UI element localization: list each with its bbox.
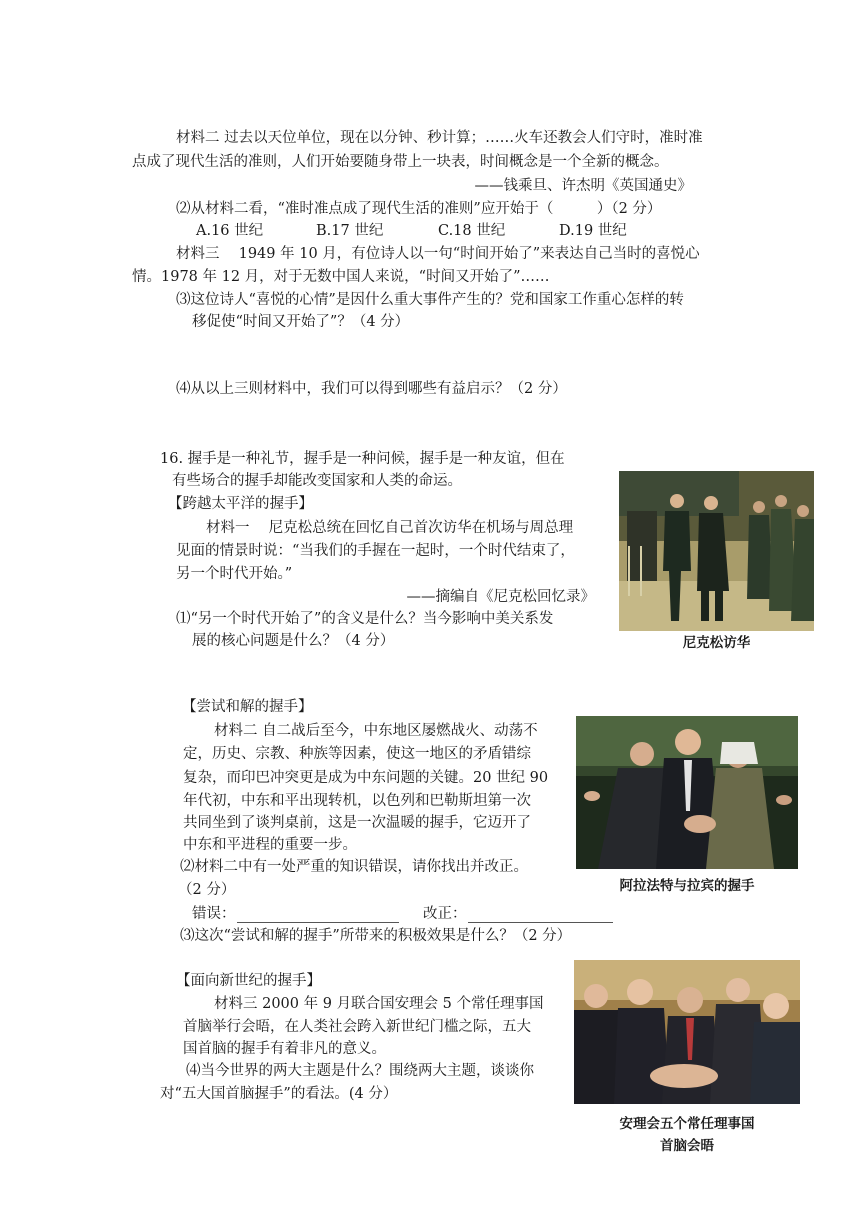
material-2-source: ——钱乘旦、许杰明《英国通史》 xyxy=(474,178,692,194)
q16-intro-line-2: 有些场合的握手却能改变国家和人类的命运。 xyxy=(172,473,462,489)
option-b: B.17 世纪 xyxy=(316,223,384,239)
question-4: ⑷从以上三则材料中，我们可以得到哪些有益启示？（2 分） xyxy=(176,381,567,397)
q16-material-1-source: ——摘编自《尼克松回忆录》 xyxy=(406,589,595,605)
fix-label: 改正： xyxy=(423,906,467,922)
q16-material-3-line-1: 材料三 2000 年 9 月联合国安理会 5 个常任理事国 xyxy=(214,996,544,1012)
q16-question-2-line-1: ⑵材料二中有一处严重的知识错误，请你找出并改正。 xyxy=(180,859,528,875)
q16-material-1-line-3: 另一个时代开始。” xyxy=(176,566,293,582)
material-2-line-1: 材料二 过去以天位单位，现在以分钟、秒计算；……火车还教会人们守时，准时准 xyxy=(176,130,703,146)
material-3-line-2: 情。1978 年 12 月，对于无数中国人来说，“时间又开始了”…… xyxy=(132,269,550,285)
q16-material-3-line-2: 首脑举行会晤，在人类社会跨入新世纪门槛之际，五大 xyxy=(183,1019,531,1035)
q16-material-2-line-4: 年代初，中东和平出现转机，以色列和巴勒斯坦第一次 xyxy=(183,793,531,809)
fix-answer-field[interactable] xyxy=(468,906,613,923)
q16-question-4-line-1: ⑷当今世界的两大主题是什么？围绕两大主题，谈谈你 xyxy=(186,1063,534,1079)
q16-material-2-line-3: 复杂，而印巴冲突更是成为中东问题的关键。20 世纪 90 xyxy=(183,770,549,786)
q16-material-1-line-1: 材料一 尼克松总统在回忆自己首次访华在机场与周总理 xyxy=(206,520,574,536)
error-label: 错误： xyxy=(192,906,236,922)
q16-material-2-line-1: 材料二 自二战后至今，中东地区屡燃战火、动荡不 xyxy=(214,723,538,739)
q16-question-1-line-1: ⑴“另一个时代开始了”的含义是什么？当今影响中美关系发 xyxy=(176,611,554,627)
q16-question-2-line-2: （2 分） xyxy=(178,882,236,898)
q16-material-2-line-6: 中东和平进程的重要一步。 xyxy=(183,837,357,853)
q16-question-1-line-2: 展的核心问题是什么？（4 分） xyxy=(192,633,395,649)
unsc-leaders-caption-line-1: 安理会五个常任理事国 xyxy=(619,1116,755,1132)
q16-material-2-line-2: 定，历史、宗教、种族等因素，使这一地区的矛盾错综 xyxy=(183,746,531,762)
material-3-line-1: 材料三 1949 年 10 月，有位诗人以一句“时间开始了”来表达自己当时的喜悦心 xyxy=(176,246,700,262)
question-3-line-1: ⑶这位诗人“喜悦的心情”是因什么重大事件产生的？党和国家工作重心怎样的转 xyxy=(176,292,684,308)
question-2: ⑵从材料二看，“准时准点成了现代生活的准则”应开始于（ ）（2 分） xyxy=(176,201,662,217)
nixon-visit-caption: 尼克松访华 xyxy=(682,635,751,651)
nixon-visit-photo xyxy=(619,471,814,631)
q16-intro-line-1: 16. 握手是一种礼节，握手是一种问候，握手是一种友谊，但在 xyxy=(160,451,565,467)
option-c: C.18 世纪 xyxy=(438,223,506,239)
q16-material-3-line-3: 国首脑的握手有着非凡的意义。 xyxy=(183,1041,386,1057)
option-a: A.16 世纪 xyxy=(196,223,264,239)
unsc-leaders-caption-line-2: 首脑会晤 xyxy=(660,1138,714,1154)
section-1-heading: 【跨越太平洋的握手】 xyxy=(168,496,313,512)
material-2-line-2: 点成了现代生活的准则，人们开始要随身带上一块表，时间概念是一个全新的概念。 xyxy=(132,154,669,170)
error-answer-field[interactable] xyxy=(237,906,399,923)
q16-material-2-line-5: 共同坐到了谈判桌前，这是一次温暖的握手，它迈开了 xyxy=(183,815,531,831)
section-2-heading: 【尝试和解的握手】 xyxy=(182,699,313,715)
q16-question-3: ⑶这次“尝试和解的握手”所带来的积极效果是什么？（2 分） xyxy=(180,928,572,944)
unsc-leaders-photo xyxy=(574,960,800,1104)
option-d: D.19 世纪 xyxy=(559,223,627,239)
section-3-heading: 【面向新世纪的握手】 xyxy=(176,973,321,989)
q16-question-4-line-2: 对“五大国首脑握手”的看法。(4 分） xyxy=(160,1086,398,1102)
arafat-rabin-caption: 阿拉法特与拉宾的握手 xyxy=(619,878,755,894)
arafat-rabin-photo xyxy=(576,716,798,869)
question-3-line-2: 移促使“时间又开始了”？（4 分） xyxy=(192,314,410,330)
q16-material-1-line-2: 见面的情景时说：“当我们的手握在一起时，一个时代结束了， xyxy=(176,543,575,559)
